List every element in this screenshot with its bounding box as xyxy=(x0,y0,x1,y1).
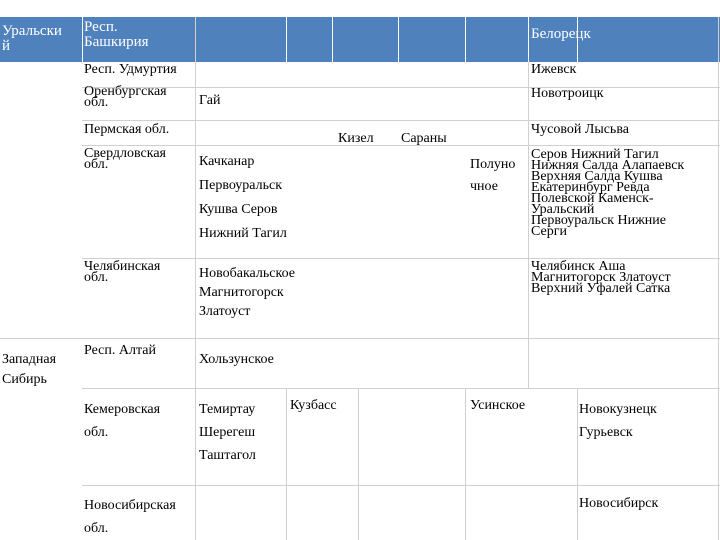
row-sverdlovsk-towns: Качканар Первоуральск Кушва Серов Нижний Тагил xyxy=(199,154,287,241)
grid-line xyxy=(0,338,720,339)
grid-line xyxy=(195,17,196,540)
grid-line xyxy=(465,388,466,540)
grid-line xyxy=(528,17,529,62)
row-orenburg-right: Новотроицк xyxy=(531,86,604,101)
grid-line xyxy=(82,485,720,486)
row-perm-mid2: Сараны xyxy=(401,131,447,146)
row-kemerovo-mid1: Кузбасс xyxy=(290,398,337,413)
row-novosibirsk-right: Новосибирск xyxy=(579,496,659,511)
grid-line xyxy=(82,388,720,389)
grid-line xyxy=(286,17,287,62)
row-orenburg-towns: Гай xyxy=(199,93,221,108)
grid-line xyxy=(577,388,578,540)
row-sverdlovsk-right: Серов Нижний Тагил Нижняя Салда Алапаевск Верхняя Салда Кушва Екатеринбург Ревда Полевской Каменск- Уральский Первоуральск Нижние Серги xyxy=(531,147,685,239)
row-perm-right: Чусовой Лысьва xyxy=(531,122,629,137)
grid-line xyxy=(528,62,529,388)
row-sverdlovsk-region: Свердловская обл. xyxy=(84,146,166,172)
grid-line xyxy=(465,17,466,62)
grid-line xyxy=(332,17,333,62)
row-udmurtia-region: Респ. Удмуртия xyxy=(84,62,177,77)
row-kemerovo-region: Кемеровская обл. xyxy=(84,402,161,440)
row-perm-mid1: Кизел xyxy=(338,131,374,146)
row-udmurtia-right: Ижевск xyxy=(531,62,577,77)
row-kemerovo-mid3: Усинское xyxy=(470,398,526,413)
row-chelyabinsk-towns: Новобакальское Магнитогорск Златоуст xyxy=(199,266,295,319)
grid-line xyxy=(358,388,359,540)
row-altai-region: Респ. Алтай xyxy=(84,343,156,358)
row-perm-region: Пермская обл. xyxy=(84,122,170,137)
grid-line xyxy=(398,17,399,62)
row-kemerovo-towns: Темиртау Шерегеш Таштагол xyxy=(199,402,256,463)
header-bashkiria: Респ. Башкирия xyxy=(84,19,149,50)
row-kemerovo-right: Новокузнецк Гурьевск xyxy=(579,402,657,440)
row-chelyabinsk-right: Челябинск Аша Магнитогорск Златоуст Верхний Уфалей Сатка xyxy=(531,259,671,296)
header-region-ural: Уральски й xyxy=(2,23,62,54)
row-altai-towns: Хользунское xyxy=(199,352,274,367)
grid-line xyxy=(286,388,287,540)
row-chelyabinsk-region: Челябинская обл. xyxy=(84,259,161,285)
row-orenburg-region: Оренбургская обл. xyxy=(84,84,167,110)
row-novosibirsk-region: Новосибирская обл. xyxy=(84,498,176,536)
row-sverdlovsk-label: Полуно чное xyxy=(470,157,516,194)
grid-line xyxy=(82,120,720,121)
zone-west-siberia: Западная Сибирь xyxy=(2,352,57,387)
grid-line xyxy=(82,17,83,540)
header-beloretsk: Белорецк xyxy=(531,26,591,42)
